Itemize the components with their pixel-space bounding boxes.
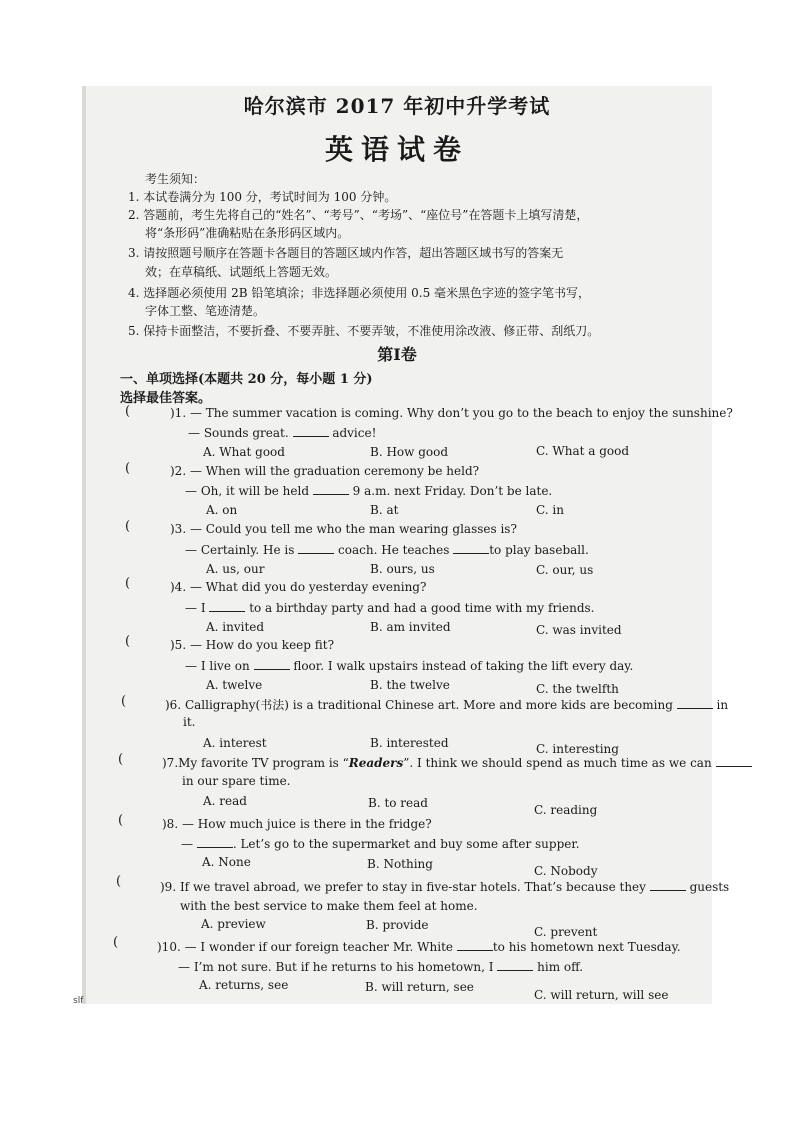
question-text: )7.My favorite TV program is “ [162, 756, 349, 770]
option-c[interactable]: C. Nobody [534, 864, 598, 878]
option-b[interactable]: B. provide [366, 918, 429, 932]
question-text: — I [185, 601, 210, 615]
option-b[interactable]: B. ours, us [370, 562, 435, 576]
answer-blank [293, 425, 329, 437]
answer-blank [298, 542, 334, 554]
option-a[interactable]: A. invited [206, 620, 265, 634]
option-a[interactable]: A. preview [201, 917, 266, 931]
option-a[interactable]: A. read [203, 794, 247, 808]
question-text: . Let’s go to the supermarket and buy some after supper. [232, 837, 580, 851]
option-a[interactable]: A. twelve [206, 678, 263, 692]
option-c[interactable]: C. will return, will see [534, 988, 669, 1002]
answer-blank [453, 542, 489, 554]
question-text: )10. — I wonder if our foreign teacher Mr. White [157, 940, 457, 954]
notice-heading: 考生须知： [145, 172, 206, 186]
notice-item: 效；在草稿纸、试题纸上答题无效。 [145, 265, 338, 279]
notice-item: 4. 选择题必须使用 2B 铅笔填涂；非选择题必须使用 0.5 毫米黑色字迹的签字笔书写， [128, 286, 591, 300]
notice-item: 将“条形码”准确粘贴在条形码区域内。 [145, 226, 350, 240]
option-c[interactable]: C. prevent [534, 925, 598, 939]
exam-title-line1: 哈尔滨市 2017 年初中升学考试 [243, 94, 551, 118]
option-a[interactable]: A. returns, see [199, 978, 289, 992]
program-name: Readers [348, 756, 404, 770]
answer-blank [209, 600, 245, 612]
part-heading: 一、单项选择(本题共 20 分，每小题 1 分) [120, 372, 373, 387]
question-text: with the best service to make them feel at home. [180, 899, 478, 913]
question-text: — Oh, it will be held [185, 484, 313, 498]
answer-paren[interactable]: ( [125, 461, 131, 476]
question-text: him off. [533, 960, 584, 974]
option-c[interactable]: C. interesting [536, 742, 619, 756]
answer-blank [197, 836, 233, 848]
question-text: ”. I think we should spend as much time as we can [403, 756, 716, 770]
option-c[interactable]: C. in [536, 503, 564, 517]
question-text: )9. If we travel abroad, we prefer to stay in five-star hotels. That’s because they [160, 880, 650, 894]
answer-paren[interactable]: ( [113, 935, 119, 950]
question-text: to play baseball. [489, 543, 589, 557]
option-a[interactable]: A. What good [203, 445, 285, 459]
answer-blank [254, 658, 290, 670]
notice-item: 5. 保持卡面整洁，不要折叠、不要弄脏、不要弄皱，不准使用涂改液、修正带、刮纸刀。 [128, 324, 600, 338]
option-b[interactable]: B. to read [368, 796, 428, 810]
notice-item: 字体工整、笔迹清楚。 [145, 304, 266, 318]
question-text: )2. — When will the graduation ceremony be held? [170, 464, 480, 478]
question-text: advice! [328, 426, 377, 440]
option-b[interactable]: B. interested [370, 736, 449, 750]
notice-item: 2. 答题前，考生先将自己的“姓名”、“考号”、“考场”、“座位号”在答题卡上填写清楚， [128, 208, 589, 222]
option-b[interactable]: B. How good [370, 445, 449, 459]
question-text: floor. I walk upstairs instead of taking the lift every day. [289, 659, 634, 673]
question-text: it. [183, 715, 196, 729]
answer-blank [677, 697, 713, 709]
question-text: guests [685, 880, 730, 894]
section-title: 第Ⅰ卷 [377, 345, 417, 364]
question-text: to his hometown next Tuesday. [492, 940, 681, 954]
question-text: )1. — The summer vacation is coming. Why don’t you go to the beach to enjoy the sunshine? [170, 406, 733, 420]
question-text: — Sounds great. [188, 426, 293, 440]
option-b[interactable]: B. Nothing [367, 857, 433, 871]
option-b[interactable]: B. at [370, 503, 399, 517]
notice-item: 3. 请按照题号顺序在答题卡各题目的答题区域内作答，超出答题区域书写的答案无 [128, 246, 564, 260]
question-text: to a birthday party and had a good time with my friends. [245, 601, 595, 615]
answer-blank [313, 483, 349, 495]
page-corner-mark: slf [73, 996, 84, 1006]
answer-paren[interactable]: ( [118, 813, 124, 828]
option-c[interactable]: C. What a good [536, 444, 630, 458]
question-text: in [712, 698, 729, 712]
option-a[interactable]: A. interest [203, 736, 267, 750]
question-text: )3. — Could you tell me who the man wearing glasses is? [170, 522, 517, 536]
question-text: )4. — What did you do yesterday evening? [170, 580, 427, 594]
part-instruction: 选择最佳答案。 [120, 391, 212, 406]
answer-paren[interactable]: ( [125, 519, 131, 534]
option-b[interactable]: B. the twelve [370, 678, 450, 692]
question-text: in our spare time. [182, 774, 291, 788]
answer-paren[interactable]: ( [118, 752, 124, 767]
option-c[interactable]: C. the twelfth [536, 682, 619, 696]
question-text: — Certainly. He is [185, 543, 299, 557]
question-text: )5. — How do you keep fit? [170, 638, 335, 652]
answer-paren[interactable]: ( [125, 576, 131, 591]
question-text: )8. — How much juice is there in the fridge? [162, 817, 432, 831]
option-a[interactable]: A. on [206, 503, 238, 517]
exam-title-line2: 英语试卷 [324, 133, 469, 166]
option-c[interactable]: C. was invited [536, 623, 622, 637]
answer-paren[interactable]: ( [125, 634, 131, 649]
question-text: )6. Calligraphy(书法) is a traditional Chinese art. More and more kids are becoming [165, 698, 677, 712]
answer-blank [497, 959, 533, 971]
answer-paren[interactable]: ( [121, 694, 127, 709]
option-b[interactable]: B. will return, see [365, 980, 474, 994]
question-text: — I live on [185, 659, 254, 673]
answer-paren[interactable]: ( [125, 404, 131, 419]
option-c[interactable]: C. our, us [536, 563, 594, 577]
question-text: — [181, 837, 197, 851]
answer-paren[interactable]: ( [116, 874, 122, 889]
question-text: — I’m not sure. But if he returns to his hometown, I [178, 960, 498, 974]
option-a[interactable]: A. us, our [206, 562, 265, 576]
option-b[interactable]: B. am invited [370, 620, 451, 634]
notice-item: 1. 本试卷满分为 100 分，考试时间为 100 分钟。 [128, 190, 397, 204]
option-a[interactable]: A. None [202, 855, 251, 869]
answer-blank [650, 879, 686, 891]
option-c[interactable]: C. reading [534, 803, 598, 817]
question-text: 9 a.m. next Friday. Don’t be late. [348, 484, 553, 498]
page-edge-shadow [82, 86, 86, 1004]
question-text: coach. He teaches [334, 543, 454, 557]
answer-blank [457, 939, 493, 951]
answer-blank [716, 755, 752, 767]
